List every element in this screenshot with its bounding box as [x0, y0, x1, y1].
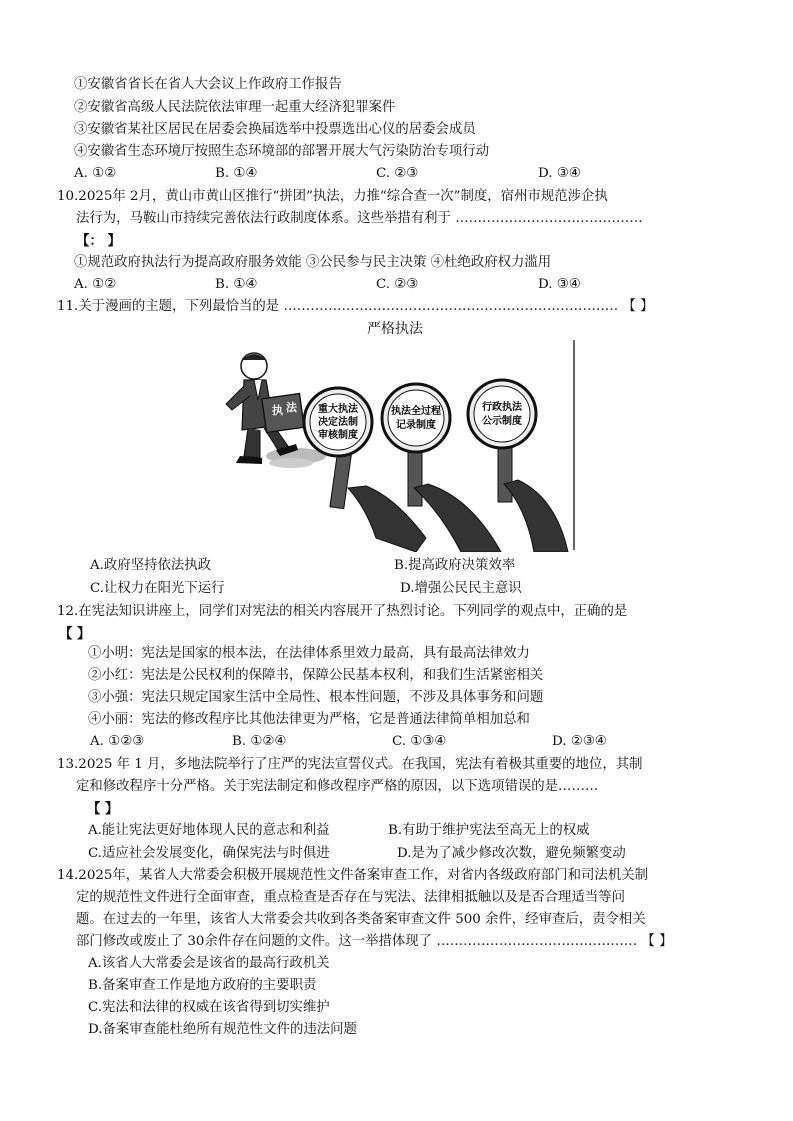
q9-item-4: ④安徽省生态环境厅按照生态环境部的部署开展大气污染防治专项行动	[74, 144, 490, 159]
q9-item-2: ②安徽省高级人民法院依法审理一起重大经济犯罪案件	[74, 100, 396, 115]
q12-option-d[interactable]: D. ②③④	[552, 734, 607, 749]
q10-stem-line1: 10.2025年 2月，黄山市黄山区推行“拼团”执法，力推“综合查一次”制度，宿州市规范涉企执	[57, 189, 608, 204]
q14-stem-line1: 14.2025年，某省人大常委会积极开展规范性文件备案审查工作，对省内各级政府部门和司法机关制	[57, 868, 648, 883]
q12-item-2: ②小红：宪法是公民权利的保障书，保障公民基本权利，和我们生活紧密相关	[88, 668, 544, 683]
q13-stem-line2: 定和修改程序十分严格。关于宪法制定和修改程序严格的原因，以下选项错误的是………	[76, 779, 599, 794]
q12-option-a[interactable]: A. ①②③	[90, 734, 145, 749]
q11-stem: 11.关于漫画的主题，下列最恰当的是 ………………………………………………………………… 【 】	[57, 299, 654, 314]
q9-item-1: ①安徽省省长在省人大会议上作政府工作报告	[74, 77, 342, 92]
q13-answer-bracket[interactable]: 【 】	[87, 801, 119, 817]
cartoon-title: 严格执法	[367, 321, 423, 337]
briefcase-label-1: 执	[272, 404, 283, 417]
sign1-line1: 重大执法	[318, 404, 358, 415]
sign1-line2: 决定法制	[318, 417, 358, 428]
briefcase-label-2: 法	[286, 401, 297, 414]
q9-option-a[interactable]: A. ①②	[74, 166, 117, 181]
q10-option-b[interactable]: B. ①④	[215, 277, 258, 292]
q10-answer-bracket[interactable]: 【： 】	[76, 233, 121, 249]
q14-option-b[interactable]: B.备案审查工作是地方政府的主要职责	[88, 978, 317, 993]
q11-option-c[interactable]: C.让权力在阳光下运行	[90, 581, 225, 596]
q11-option-a[interactable]: A.政府坚持依法执政	[90, 558, 212, 573]
q12-option-b[interactable]: B. ①②④	[232, 734, 287, 749]
q12-answer-bracket[interactable]: 【 】	[59, 626, 91, 642]
q10-option-c[interactable]: C. ②③	[376, 277, 419, 292]
q11-option-d[interactable]: D.增强公民民主意识	[400, 581, 522, 596]
q13-option-c[interactable]: C.适应社会发展变化，确保宪法与时俱进	[88, 846, 330, 861]
q13-option-a[interactable]: A.能让宪法更好地体现人民的意志和利益	[88, 823, 330, 838]
official-figure	[226, 353, 304, 464]
sign1-line3: 审核制度	[318, 430, 358, 441]
sign2-line2: 记录制度	[396, 420, 436, 431]
q11-option-b[interactable]: B.提高政府决策效率	[394, 558, 516, 573]
q9-option-c[interactable]: C. ②③	[376, 166, 419, 181]
q12-item-1: ①小明：宪法是国家的根本法，在法律体系里效力最高，具有最高法律效力	[88, 646, 530, 661]
q9-option-b[interactable]: B. ①④	[215, 166, 258, 181]
q10-option-a[interactable]: A. ①②	[74, 277, 117, 292]
q12-item-4: ④小丽：宪法的修改程序比其他法律更为严格，它是普通法律简单相加总和	[88, 712, 530, 727]
q14-option-d[interactable]: D.备案审查能杜绝所有规范性文件的违法问题	[88, 1022, 357, 1037]
q13-option-b[interactable]: B.有助于维护宪法至高无上的权威	[388, 823, 590, 838]
sign2-line1: 执法全过程	[391, 406, 441, 417]
q13-stem-line1: 13.2025 年 1 月，多地法院举行了庄严的宪法宣誓仪式。在我国，宪法有着极其重要的地位，其制	[57, 757, 643, 772]
q9-item-3: ③安徽省某社区居民在居委会换届选举中投票选出心仪的居委会成员	[74, 122, 476, 137]
q10-stem-line2: 法行为，马鞍山市持续完善依法行政制度体系。这些举措有利于 ……………………………………	[76, 211, 643, 226]
cartoon-illustration	[216, 338, 582, 552]
q13-option-d[interactable]: D.是为了减少修改次数，避免频繁变动	[397, 846, 626, 861]
q12-item-3: ③小强：宪法只规定国家生活中全局性、根本性问题，不涉及具体事务和问题	[88, 690, 544, 705]
sign3-line2: 公示制度	[482, 416, 522, 427]
q14-option-a[interactable]: A.该省人大常委会是该省的最高行政机关	[88, 956, 330, 971]
q14-option-c[interactable]: C.宪法和法律的权威在该省得到切实维护	[88, 1000, 330, 1015]
q14-stem-line4: 部门修改或废止了 30余件存在问题的文件。这一举措体现了 ……………………………………… 【 】	[76, 934, 673, 949]
q9-option-d[interactable]: D. ③④	[538, 166, 581, 181]
sign3-line1: 行政执法	[482, 402, 522, 413]
q10-option-d[interactable]: D. ③④	[538, 277, 581, 292]
q10-items: ①规范政府执法行为提高政府服务效能 ③公民参与民主决策 ④杜绝政府权力滥用	[74, 255, 552, 270]
q14-stem-line2: 定的规范性文件进行全面审查，重点检查是否存在与宪法、法律相抵触以及是否合理适当等问	[76, 890, 626, 905]
q12-option-c[interactable]: C. ①③④	[392, 734, 447, 749]
q14-stem-line3: 题。在过去的一年里，该省人大常委会共收到各类备案审查文件 500 余件，经审查后，责令相关	[76, 912, 646, 927]
q12-stem: 12.在宪法知识讲座上，同学们对宪法的相关内容展开了热烈讨论。下列同学的观点中，正确的是	[57, 604, 628, 619]
